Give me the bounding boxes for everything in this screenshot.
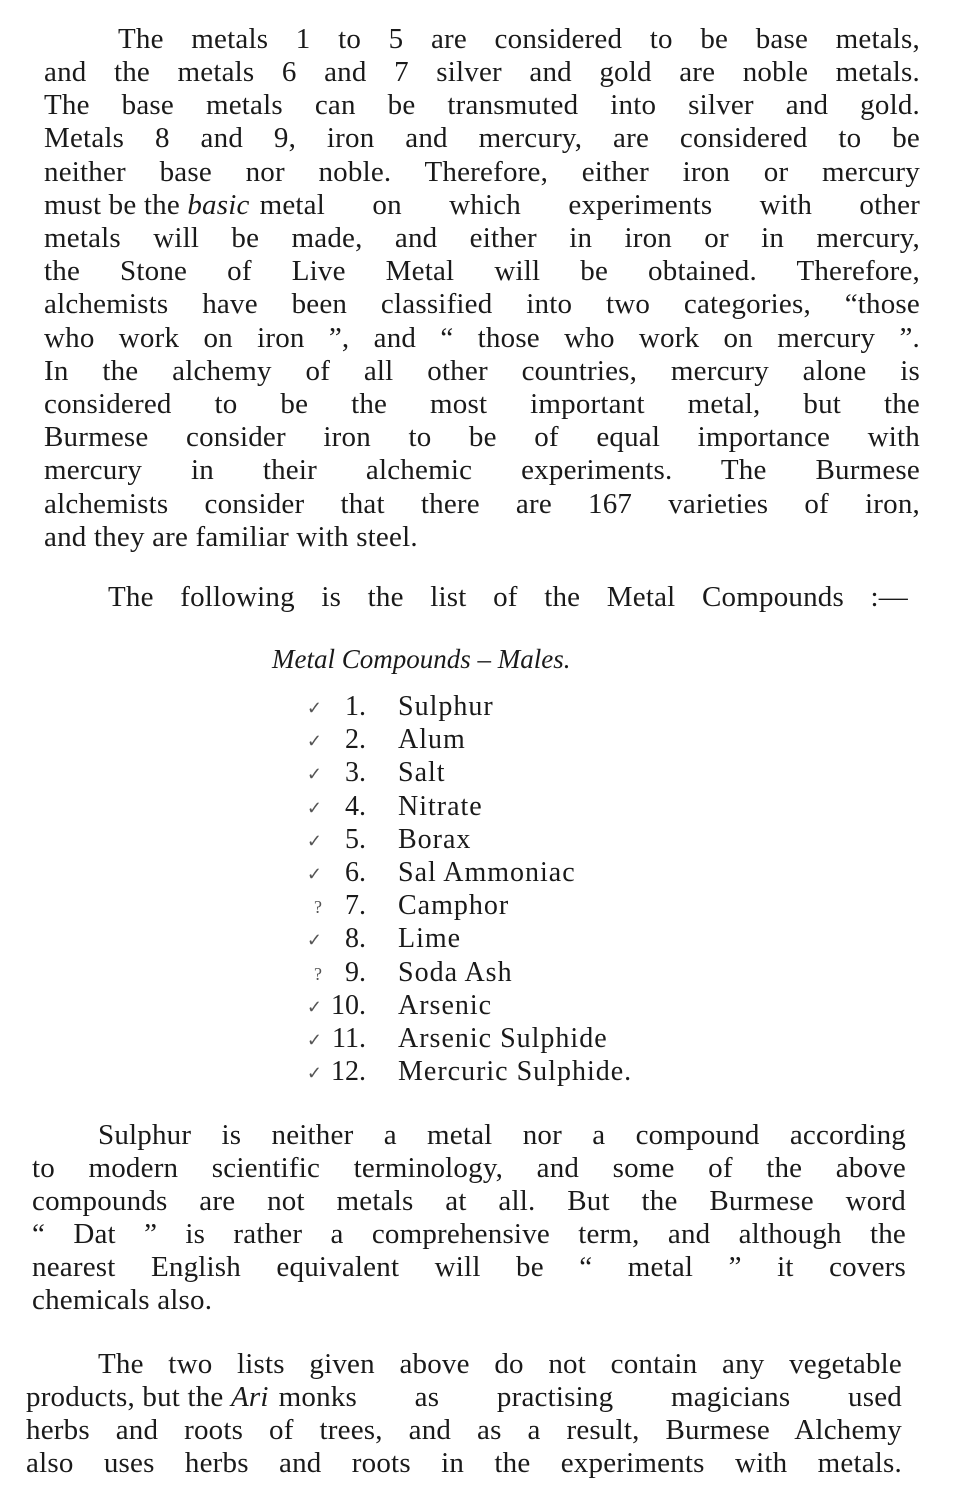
- list-item-name: Alum: [398, 724, 466, 756]
- list-heading: Metal Compounds – Males.: [272, 644, 571, 674]
- list-item: [300, 1055, 633, 1090]
- text-line: neither base nor noble. Therefore, either iron or mercury: [44, 156, 920, 188]
- list-item-number: 7.: [345, 890, 366, 922]
- check-mark-annotation: ✓: [306, 830, 322, 851]
- text-line: The base metals can be transmuted into silver and gold.: [44, 89, 920, 121]
- list-item: [300, 1022, 608, 1057]
- list-item-name: Salt: [398, 757, 446, 789]
- list-item: [300, 889, 510, 924]
- text-span: [26, 1380, 269, 1414]
- list-item-name: Sulphur: [398, 691, 494, 722]
- italic-word: Ari: [230, 1381, 269, 1413]
- question-mark-annotation: ?: [314, 897, 322, 918]
- text-line: Metals 8 and 9, iron and mercury, are considered to be: [44, 122, 920, 154]
- list-item-number: 3.: [345, 757, 366, 789]
- check-mark-annotation: ✓: [306, 764, 322, 785]
- list-item: [300, 723, 466, 758]
- list-item: [300, 790, 483, 825]
- text-line: In the alchemy of all other countries, mercury alone is: [44, 355, 920, 387]
- check-mark-annotation: ✓: [306, 1063, 322, 1084]
- list-item: [300, 956, 513, 991]
- list-item-name: Arsenic Sulphide: [398, 1023, 608, 1054]
- list-item-number: 4.: [345, 790, 366, 822]
- text-line: mercury in their alchemic experiments. The Burmese: [44, 454, 920, 486]
- text-line: also uses herbs and roots in the experiments with metals.: [26, 1447, 902, 1479]
- text-line: and the metals 6 and 7 silver and gold are noble metals.: [44, 56, 920, 88]
- check-mark-annotation: ✓: [306, 698, 322, 719]
- check-mark-annotation: ✓: [306, 797, 322, 818]
- list-item-name: Nitrate: [398, 790, 483, 822]
- list-item-name: Borax: [398, 823, 472, 855]
- check-mark-annotation: ✓: [306, 930, 322, 951]
- list-item-name: Soda Ash: [398, 956, 513, 988]
- text-line: the Stone of Live Metal will be obtained. Therefore,: [44, 255, 920, 287]
- list-item: [300, 856, 576, 891]
- list-item-number: 9.: [345, 956, 366, 988]
- list-item: [300, 756, 446, 791]
- text-span: [44, 188, 250, 222]
- list-intro: The following is the list of the Metal Compounds :—: [108, 581, 908, 613]
- text-line: herbs and roots of trees, and as a result, Burmese Alchemy: [26, 1414, 902, 1446]
- text-line: alchemists consider that there are 167 varieties of iron,: [44, 488, 920, 520]
- text-line: to modern scientific terminology, and some of the above: [32, 1152, 906, 1184]
- text-line: considered to be the most important metal, but the: [44, 388, 920, 420]
- list-item-number: 1.: [345, 691, 366, 722]
- text-fragment: must be the: [44, 189, 180, 221]
- text-fragment: products, but the: [26, 1381, 224, 1413]
- list-item-name: Arsenic: [398, 989, 493, 1021]
- list-item-number: 2.: [345, 724, 366, 756]
- question-mark-annotation: ?: [314, 963, 322, 984]
- list-item-name: Mercuric Sulphide.: [398, 1056, 633, 1088]
- text-line: and they are familiar with steel.: [44, 521, 418, 553]
- list-item-number: 12.: [331, 1056, 366, 1088]
- list-item: [300, 823, 472, 858]
- check-mark-annotation: ✓: [306, 731, 322, 752]
- text-line: Sulphur is neither a metal nor a compound according: [98, 1119, 906, 1151]
- list-item-name: Lime: [398, 923, 462, 955]
- check-mark-annotation: ✓: [306, 864, 322, 885]
- text-line: chemicals also.: [32, 1284, 213, 1316]
- list-item-number: 5.: [345, 823, 366, 855]
- text-line: Burmese consider iron to be of equal importance with: [44, 421, 920, 453]
- check-mark-annotation: ✓: [306, 1030, 322, 1051]
- text-line: [26, 1380, 902, 1414]
- text-line: nearest English equivalent will be “ metal ” it covers: [32, 1251, 906, 1283]
- text-line: alchemists have been classified into two categories, “those: [44, 288, 920, 320]
- text-fragment: monks as practising magicians used: [278, 1381, 902, 1413]
- list-item: [300, 922, 462, 957]
- list-item: [300, 690, 494, 725]
- text-line: The two lists given above do not contain any vegetable: [98, 1348, 902, 1380]
- list-item-number: 8.: [345, 923, 366, 955]
- text-line: [44, 188, 920, 222]
- text-line: compounds are not metals at all. But the Burmese word: [32, 1185, 906, 1217]
- list-item-number: 10.: [331, 989, 366, 1021]
- italic-word: basic: [187, 189, 250, 221]
- text-line: metals will be made, and either in iron or in mercury,: [44, 222, 920, 254]
- list-item-number: 6.: [345, 857, 366, 888]
- list-item-name: Camphor: [398, 890, 510, 922]
- text-line: The metals 1 to 5 are considered to be base metals,: [118, 23, 920, 55]
- text-fragment: metal on which experiments with other: [259, 189, 920, 221]
- list-item: [300, 989, 493, 1024]
- text-line: “ Dat ” is rather a comprehensive term, and although the: [32, 1218, 906, 1250]
- check-mark-annotation: ✓: [306, 996, 322, 1017]
- list-item-number: 11.: [332, 1023, 366, 1054]
- list-item-name: Sal Ammoniac: [398, 857, 576, 888]
- text-line: who work on iron ”, and “ those who work on mercury ”.: [44, 322, 920, 354]
